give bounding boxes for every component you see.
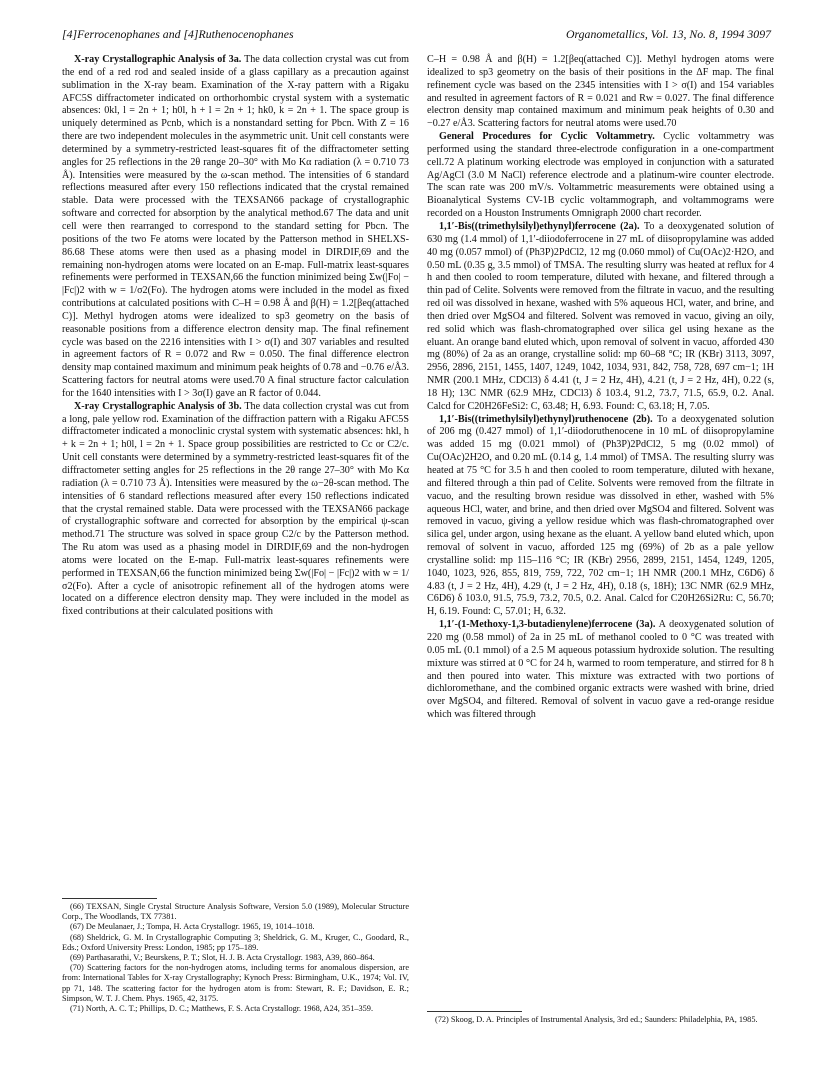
paragraph (427, 131, 774, 221)
footnote: (70) Scattering factors for the non-hydrogen atoms, including terms for anomalous dispersion, are from: International Tables for X-ray Crystallography; Kynoch Press: Birmingham, U.K., 1974; Vol. IV, pp 71, 148. The scattering factor for the hydrogen atom is from: Stewart, R. F.; Davidson, E. R.; Simpson, W. T. J. Chem. Phys. 1965, 42, 3175. (62, 963, 409, 1003)
paragraph (427, 619, 774, 722)
paragraph-text: The data collection crystal was cut from the end of a red rod and sealed inside of a glass capillary as a precaution against sublimation in the X-ray beam. Examination of the X-ray pattern with a Rigaku AFC5S diffractometer indicated on orthorhombic crystal system with a systematic absences: 0kl, l = 2n + 1; h0l, h + l = 2n + 1; hk0, k = 2n + 1. The space group is uniquely determined as Pcnb, which is a nonstandard setting for Pbcn. With Z = 16 there are two independent molecules in the asymmetric unit. Unit cell constants were determined by a symmetry-restricted least-squares fit of the diffractometer setting angles for 25 reflections in the 2θ range 20–30° with Mo Kα radiation (λ = 0.710 73 Å). Intensities were measured by the ω-scan method. The intensities of 6 standard reflections measured after every 150 reflections indicated that the crystal remained stable. Data were processed with the TEXSAN66 package of crystallographic software and corrected for absorption by the analytical method.67 The data and unit cell were then rearranged to correspond to the standard setting for Pbcn. The positions of the two Fe atoms were located by the Patterson method in SHELXS-86.68 These atoms were then used as a phasing model in DIRDIF,69 and the remaining non-hydrogen atoms were located on an E-map. Full-matrix least-squares refinements were performed in TEXSAN,66 the function minimized being Σw(|Fo| − |Fc|)2 with w = 1/σ2(Fo). The hydrogen atoms were included in the model as fixed contributions at calculated positions with C–H = 0.98 Å and β(H) = 1.2[βeq(attached C)]. Methyl hydrogen atoms were idealized to sp3 geometry on the basis of reasonable positions from a difference electron density map. The final refinement cycle was based on the 2216 intensities with I > σ(I) and 307 variables and resulted in agreement factors of R = 0.072 and Rw = 0.050. The final difference electron density map contained maximum and minimum peak heights of 0.78 and −0.76 e/Å3. Scattering factors for neutral atoms were used.70 A final structure factor calculation for the 1640 intensities with I > 3σ(I) gave an R factor of 0.044. (62, 54, 410, 399)
footnote: (69) Parthasarathi, V.; Beurskens, P. T.; Slot, H. J. B. Acta Crystallogr. 1983, A39, 860–864. (70, 953, 375, 963)
left-column (62, 54, 409, 619)
footnote-rule (62, 898, 157, 899)
paragraph-text: The data collection crystal was cut from a long, pale yellow rod. Examination of the diffraction pattern with a Rigaku AFC5S diffractometer indicated a monoclinic crystal system with systematic absences: hkl, h + k = 2n + 1; h0l, l = 2n + 1. Space group possibilities are restricted to Cc or C2/c. Unit cell constants were determined by a symmetry-restricted least-squares fit of the diffractometer setting angles for 25 reflections in the 2θ range 27–30° with Mo Kα radiation (λ = 0.710 73 Å). Intensities were measured by the ω−2θ-scan method. The intensities of 6 standard reflections measured after every 150 reflections indicated that the crystal remained stable. Data were processed with the TEXSAN66 package of crystallographic software and corrected for absorption by the empirical ψ-scan method.71 The structure was solved in space group C2/c by the Patterson method. The Ru atom was used as a phasing model in DIRDIF,69 and the non-hydrogen atoms were located on the E-map. Full-matrix least-squares refinements were performed in TEXSAN,66 the function minimized being Σw(|Fo| − |Fc|)2 with w = 1/σ2(Fo). After a cycle of anisotropic refinement all of the hydrogen atoms were located on a difference electron density map. They were included in the model as fixed contributions at their calculated positions with (62, 400, 410, 618)
paragraph-heading: 1,1′-Bis((trimethylsilyl)ethynyl)ruthenocene (2b). (439, 413, 653, 425)
paragraph (62, 401, 409, 619)
paragraph-heading: General Procedures for Cyclic Voltammetry. (439, 131, 655, 143)
footnote-rule (427, 1011, 522, 1012)
paragraph-text: To a deoxygenated solution of 630 mg (1.4 mmol) of 1,1′-diiodoferrocene in 27 mL of diisopropylamine was added 40 mg (0.057 mmol) of (Ph3P)2PdCl2, 12 mg (0.060 mmol) of Cu(OAc)2·H2O, and 0.50 mL (0.35 g, 3.5 mmol) of TMSA. The resulting slurry was heated at reflux for 4 h and then cooled to room temperature, diluted with hexane, and filtered through a thin pad of Celite. Solvents were removed from the filtrate in vacuo, and the resulting red oil was dissolved in hexane, washed with 5% aqueous HCl, water, and brine, and then dried over MgSO4 and filtered. Solvent was removed in vacuo, giving an oily, red solid which was flash-chromatographed over silica gel using hexane as the eluant. An orange band eluted which, upon removal of solvent in vacuo, afforded 430 mg (80%) of 2a as an orange, crystalline solid: mp 60–68 °C; IR (KBr) 3113, 3097, 2956, 2896, 2151, 1455, 1407, 1249, 1042, 1034, 931, 842, 758, 728, 697 cm−1; 1H NMR (200.1 MHz, CDCl3) δ 4.41 (t, J = 2 Hz, 4H), 4.21 (t, J = 2 Hz, 4H), 0.22 (s, 18 H); 13C NMR (62.9 MHz, CDCl3) δ 103.4, 91.2, 73.7, 71.5, 65.9, 0.2. Anal. Calcd for C20H26FeSi2: C, 63.48; H, 6.93. Found: C, 63.18; H, 7.05. (427, 220, 775, 412)
footnote: (67) De Meulanaer, J.; Tompa, H. Acta Crystallogr. 1965, 19, 1014–1018. (70, 922, 315, 932)
paragraph-text: C–H = 0.98 Å and β(H) = 1.2[βeq(attached C)]. Methyl hydrogen atoms were idealized to sp3 geometry on the basis of their positions in the ΔF map. The final refinement cycle was based on the 2345 intensities with I > σ(I) and 154 variables and resulted in agreement factors of R = 0.021 and Rw = 0.027. The final difference electron density map contained maximum and minimum peak heights of 0.30 and −0.27 e/Å3. Scattering factors for neutral atoms were used.70 (427, 54, 774, 130)
running-header (62, 27, 771, 45)
paragraph (427, 54, 774, 131)
paragraph-text: A deoxygenated solution of 220 mg (0.58 mmol) of 2a in 25 mL of methanol cooled to 0 °C was treated with 0.05 mL (0.1 mmol) of a 2.5 M aqueous potassium hydroxide solution. The resulting mixture was stirred at 0 °C for 24 h, warmed to room temperature, and stirred for 8 h and then poured into water. This mixture was extracted with two portions of dichloromethane, and the combined organic extracts were washed with brine, dried over MgSO4, and filtered. Removal of solvent in vacuo gave a red-orange residue which was filtered through (427, 619, 774, 721)
footnotes-left (62, 898, 409, 1014)
paragraph-heading: 1,1′-Bis((trimethylsilyl)ethynyl)ferrocene (2a). (439, 220, 640, 232)
paragraph-text: Cyclic voltammetry was performed using the standard three-electrode configuration in a one-compartment cell.72 A platinum working electrode was employed in conjunction with a saturated Ag/AgCl (3.0 M NaCl) reference electrode and a platinum-wire counter electrode. The scan rate was 200 mV/s. Voltammetric measurements were obtained using a Bioanalytical Systems CV-1B cyclic voltammograph, and voltammograms were recorded on a Houston Instruments Omnigraph 2000 chart recorder. (427, 131, 775, 220)
paragraph (62, 54, 409, 401)
paragraph (427, 414, 774, 620)
paragraph-heading: X-ray Crystallographic Analysis of 3a. (74, 54, 242, 65)
footnotes-right (427, 1011, 774, 1025)
footnote: (68) Sheldrick, G. M. In Crystallographic Computing 3; Sheldrick, G. M., Kruger, C., Goodard, R., Eds.; Oxford University Press: London, 1985; pp 175–189. (62, 932, 409, 952)
header-right: Organometallics, Vol. 13, No. 8, 1994 3097 (565, 27, 771, 41)
paragraph-heading: X-ray Crystallographic Analysis of 3b. (74, 400, 242, 412)
footnote: (66) TEXSAN, Single Crystal Structure Analysis Software, Version 5.0 (1989), Molecular Structure Corp., The Woodlands, TX 77381. (62, 902, 409, 922)
footnote: (71) North, A. C. T.; Phillips, D. C.; Matthews, F. S. Acta Crystallogr. 1968, A24, 351–359. (70, 1004, 374, 1014)
header-left: [4]Ferrocenophanes and [4]Ruthenocenophanes (62, 27, 294, 41)
right-column (427, 54, 774, 722)
paragraph-heading: 1,1′-(1-Methoxy-1,3-butadienylene)ferrocene (3a). (439, 619, 656, 631)
footnote: (72) Skoog, D. A. Principles of Instrumental Analysis, 3rd ed.; Saunders: Philadelphia, PA, 1985. (435, 1015, 758, 1024)
paragraph-text: To a deoxygenated solution of 206 mg (0.427 mmol) of 1,1′-diiodoruthenocene in 10 mL of diisopropylamine was added 15 mg (0.021 mmol) of (Ph3P)2PdCl2, 5 mg (0.02 mmol) of Cu(OAc)2H2O, and 0.20 mL (0.14 g, 1.4 mmol) of TMSA. The resulting slurry was heated at 75 °C for 3.5 h and then cooled to room temperature, diluted with hexane, and filtered through a thin pad of Celite. Solvents were removed from the filtrate in vacuo, and the resulting brown residue was dissolved in ether, washed with 5% aqueous HCl, water, and brine, and then dried over MgSO4 and filtered. Solvent was removed in vacuo, giving a yellow residue which was flash-chromatographed over silica gel, under argon, using hexane as the eluant. A yellow band eluted which, upon removal of solvent in vacuo, afforded 125 mg (69%) of 2b as a pale yellow crystalline solid: mp 115–116 °C; IR (KBr) 2956, 2899, 2151, 1454, 1249, 1205, 1040, 1023, 926, 855, 819, 759, 722, 702 cm−1; 1H NMR (200.1 MHz, C6D6) δ 4.83 (t, J = 2 Hz, 4H), 4.29 (t, J = 2 Hz, 4H), 0.18 (s, 18H); 13C NMR (62.9 MHz, C6D6) δ 103.0, 91.5, 75.9, 73.2, 70.5, 0.2. Anal. Calcd for C20H26Si2Ru: C, 56.70; H, 6.19. Found: C, 57.01; H, 6.32. (427, 413, 775, 618)
paragraph (427, 221, 774, 414)
